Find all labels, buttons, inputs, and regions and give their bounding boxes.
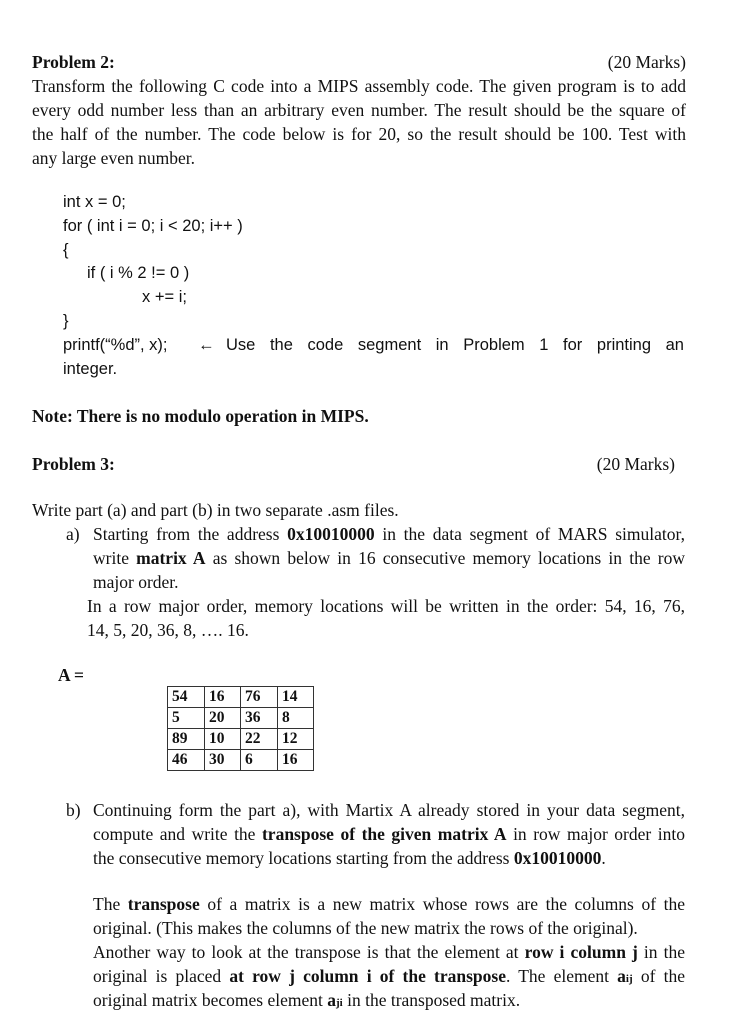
matrix-cell: 16 <box>205 687 241 708</box>
code-line-4: if ( i % 2 != 0 ) <box>87 264 190 282</box>
transpose-line-2: original. (This makes the columns of the new matrix the rows of the original). <box>93 918 638 938</box>
matrix-cell: 16 <box>278 750 314 771</box>
matrix-row <box>168 729 314 750</box>
matrix-cell: 12 <box>278 729 314 750</box>
part-b-line-3: the consecutive memory locations starting from the address 0x10010000. <box>93 848 606 868</box>
matrix-cell: 5 <box>168 708 205 729</box>
matrix-cell: 89 <box>168 729 205 750</box>
matrix-row <box>168 687 314 708</box>
matrix-cell: 14 <box>278 687 314 708</box>
matrix-cell: 30 <box>205 750 241 771</box>
problem2-text-line-4: any large even number. <box>32 148 195 168</box>
matrix-row <box>168 750 314 771</box>
part-a-line-3: major order. <box>93 572 179 592</box>
code-line-3: { <box>63 241 69 259</box>
problem2-note: Note: There is no modulo operation in MIPS. <box>32 406 369 426</box>
transpose-line-4: original is placed at row j column i of the transpose. The element aij of the <box>93 966 685 986</box>
matrix-cell: 46 <box>168 750 205 771</box>
code-comment-continued: integer. <box>63 360 118 378</box>
code-comment: Use the code segment in Problem 1 for printing an <box>226 336 684 354</box>
part-a-line-2: write matrix A as shown below in 16 consecutive memory locations in the row <box>93 548 685 568</box>
matrix-cell: 6 <box>241 750 278 771</box>
code-line-1: int x = 0; <box>63 193 126 211</box>
part-b-line-2: compute and write the transpose of the given matrix A in row major order into <box>93 824 685 844</box>
matrix-row <box>168 708 314 729</box>
problem2-text-line-1: Transform the following C code into a MIPS assembly code. The given program is to add <box>32 76 686 96</box>
matrix-cell: 36 <box>241 708 278 729</box>
matrix-cell: 8 <box>278 708 314 729</box>
part-a-line-4: In a row major order, memory locations will be written in the order: 54, 16, 76, <box>87 596 685 616</box>
part-a-line-1: Starting from the address 0x10010000 in the data segment of MARS simulator, <box>93 524 685 544</box>
matrix-a-table <box>167 686 314 771</box>
left-arrow-icon: ← <box>198 336 215 354</box>
code-line-6: } <box>63 312 69 330</box>
transpose-line-3: Another way to look at the transpose is that the element at row i column j in the <box>93 942 686 962</box>
problem2-text-line-2: every odd number less than an arbitrary even number. The result should be the square of <box>32 100 686 120</box>
problem2-marks: (20 Marks) <box>607 52 686 72</box>
problem3-marks: (20 Marks) <box>596 454 675 474</box>
matrix-cell: 10 <box>205 729 241 750</box>
part-b-label: b) <box>66 800 81 820</box>
code-line-2: for ( int i = 0; i < 20; i++ ) <box>63 217 243 235</box>
part-b-line-1: Continuing form the part a), with Martix A already stored in your data segment, <box>93 800 685 820</box>
code-line-7: printf(“%d”, x); <box>63 336 168 354</box>
transpose-line-5: original matrix becomes element aji in the transposed matrix. <box>93 990 521 1010</box>
part-a-line-5: 14, 5, 20, 36, 8, …. 16. <box>87 620 249 640</box>
part-a-label: a) <box>66 524 80 544</box>
matrix-cell: 20 <box>205 708 241 729</box>
transpose-line-1: The transpose of a matrix is a new matrix whose rows are the columns of the <box>93 894 685 914</box>
problem2-heading: Problem 2: <box>32 52 115 72</box>
matrix-label: A = <box>58 665 85 685</box>
problem3-intro: Write part (a) and part (b) in two separate .asm files. <box>32 500 399 520</box>
matrix-cell: 54 <box>168 687 205 708</box>
matrix-cell: 76 <box>241 687 278 708</box>
problem3-heading: Problem 3: <box>32 454 115 474</box>
matrix-cell: 22 <box>241 729 278 750</box>
problem2-text-line-3: the half of the number. The code below is for 20, so the result should be 100. Test with <box>32 124 686 144</box>
code-line-5: x += i; <box>142 288 187 306</box>
